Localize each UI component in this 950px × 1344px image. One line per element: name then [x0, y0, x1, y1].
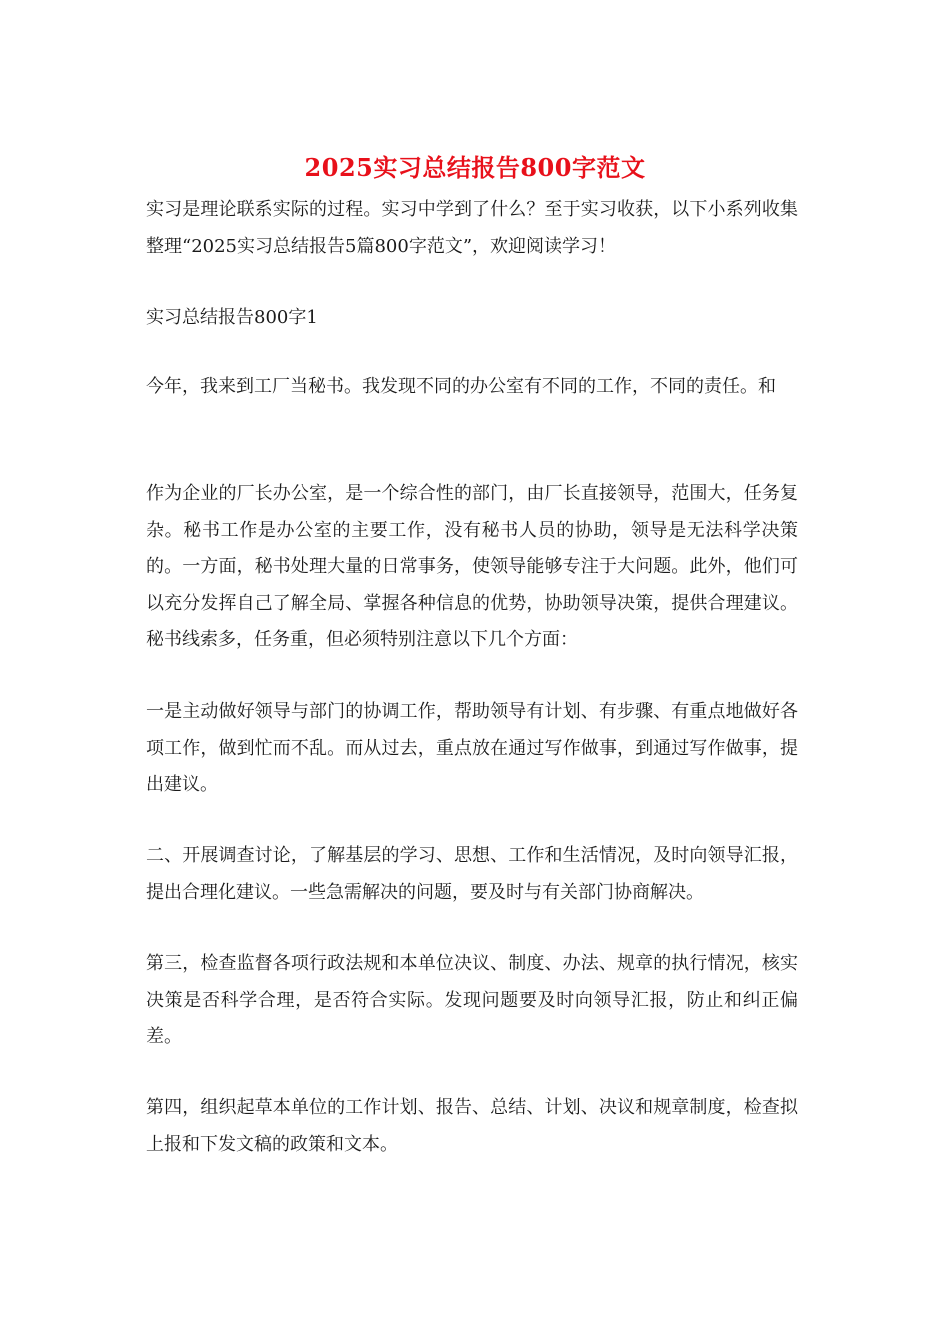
body-paragraph: 作为企业的厂长办公室，是一个综合性的部门，由厂长直接领导，范围大，任务复杂。秘书工作是办公室的主要工作，没有秘书人员的协助，领导是无法科学决策的。一方面，秘书处理大量的日常事务，使领导能够专注于大问题。此外，他们可以充分发挥自己了解全局、掌握各种信息的优势，协助领导决策，提供合理建议。秘书线索多，任务重，但必须特别注意以下几个方面： [146, 483, 798, 650]
body-paragraph: 二、开展调查讨论，了解基层的学习、思想、工作和生活情况，及时向领导汇报，提出合理化建议。一些急需解决的问题，要及时与有关部门协商解决。 [146, 845, 798, 903]
body-paragraph: 第三，检查监督各项行政法规和本单位决议、制度、办法、规章的执行情况，核实决策是否科学合理，是否符合实际。发现问题要及时向领导汇报，防止和纠正偏差。 [146, 953, 798, 1047]
document-title: 2025实习总结报告800字范文 [304, 153, 646, 182]
body-paragraph: 一是主动做好领导与部门的协调工作，帮助领导有计划、有步骤、有重点地做好各项工作，做到忙而不乱。而从过去，重点放在通过写作做事，到通过写作做事，提出建议。 [146, 701, 798, 795]
section-heading: 实习总结报告800字1 [146, 307, 318, 328]
intro-paragraph: 实习是理论联系实际的过程。实习中学到了什么？至于实习收获，以下小系列收集整理“2025实习总结报告5篇800字范文”，欢迎阅读学习！ [146, 199, 798, 257]
body-paragraph: 今年，我来到工厂当秘书。我发现不同的办公室有不同的工作，不同的责任。和 [146, 376, 776, 397]
body-paragraph: 第四，组织起草本单位的工作计划、报告、总结、计划、决议和规章制度，检查拟上报和下发文稿的政策和文本。 [146, 1097, 798, 1155]
